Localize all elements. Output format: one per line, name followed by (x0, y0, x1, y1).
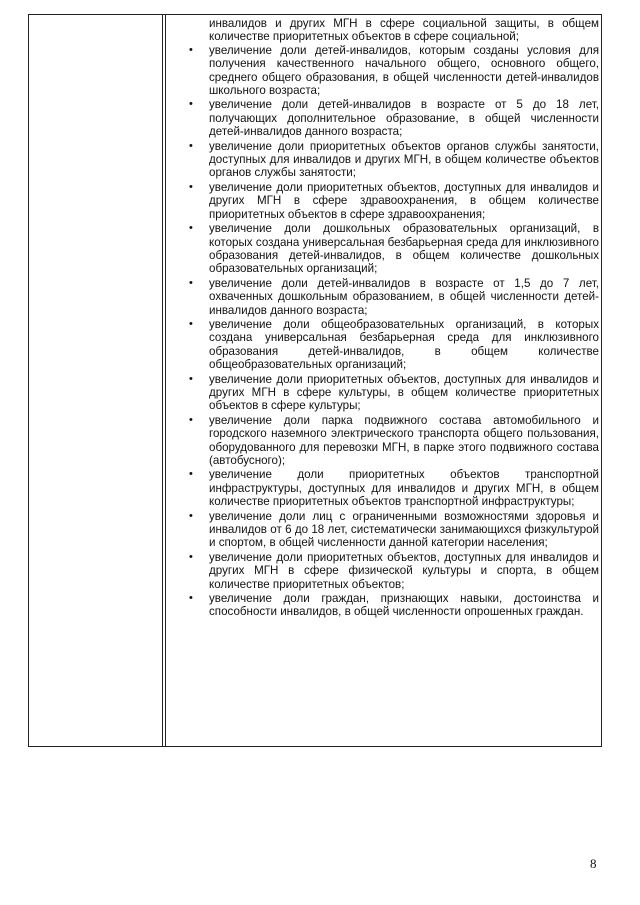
list-item (171, 373, 599, 413)
list-item (171, 277, 599, 317)
table-cell-content (171, 17, 599, 620)
bullet-icon: • (189, 139, 193, 152)
bullet-list (171, 44, 599, 619)
column-divider-double (165, 15, 166, 746)
list-item (171, 468, 599, 508)
bullet-icon: • (189, 509, 193, 522)
list-item (171, 551, 599, 591)
bullet-icon: • (189, 550, 193, 563)
bullet-icon: • (189, 413, 193, 426)
list-item (171, 140, 599, 180)
list-item (171, 222, 599, 276)
bullet-icon: • (189, 468, 193, 481)
bullet-icon: • (189, 180, 193, 193)
list-item-text: увеличение доли детей-инвалидов в возрасте от 5 до 18 лет, получающих дополнительное образование, в общей численности детей-инвалидов данного возраста; (209, 98, 599, 139)
list-item-text: увеличение доли приоритетных объектов, доступных для инвалидов и других МГН в сфере здравоохранения, в общем количестве приоритетных объектов в сфере здравоохранения; (209, 180, 599, 221)
list-item (171, 414, 599, 468)
list-item-text: увеличение доли детей-инвалидов в возрасте от 1,5 до 7 лет, охваченных дошкольным образованием, в общей численности детей-инвалидов данного возраста; (209, 276, 599, 317)
list-item (171, 318, 599, 372)
list-item-text: увеличение доли приоритетных объектов транспортной инфраструктуры, доступных для инвалидов и других МГН, в общем количестве приоритетных объектов транспортной инфраструктуры; (209, 468, 599, 509)
list-item (171, 181, 599, 221)
list-item-text: увеличение доли граждан, признающих навыки, достоинства и способности инвалидов, в общей численности опрошенных граждан. (209, 592, 599, 619)
list-item-text: увеличение доли приоритетных объектов органов службы занятости, доступных для инвалидов и других МГН, в общем количестве объектов органов службы занятости; (209, 139, 599, 180)
list-item (171, 592, 599, 619)
bullet-icon: • (189, 317, 193, 330)
list-item-text: увеличение доли приоритетных объектов, доступных для инвалидов и других МГН в сфере физической культуры и спорта, в общем количестве приоритетных объектов; (209, 550, 599, 591)
column-divider (162, 15, 163, 746)
bullet-icon: • (189, 372, 193, 385)
list-item (171, 510, 599, 550)
document-table (28, 14, 602, 747)
list-item-text: увеличение доли лиц с ограниченными возможностями здоровья и инвалидов от 6 до 18 лет, систематически занимающихся физкультурой и спортом, в общей численности данной категории населения; (209, 509, 599, 550)
list-item-text: увеличение доли общеобразовательных организаций, в которых создана универсальная безбарьерная среда для инклюзивного образования детей-инвалидов, в общем количестве общеобразовательных организаций; (209, 317, 599, 372)
list-item-text: увеличение доли парка подвижного состава автомобильного и городского наземного электрического транспорта общего пользования, оборудованного для перевозки МГН, в парке этого подвижного состава (автобусного); (209, 413, 599, 467)
bullet-icon: • (189, 98, 193, 111)
page-number: 8 (590, 856, 597, 871)
bullet-icon: • (189, 222, 193, 235)
list-item (171, 98, 599, 138)
bullet-icon: • (189, 276, 193, 289)
list-item-text: увеличение доли детей-инвалидов, которым созданы условия для получения качественного начального общего, основного общего, среднего общего образования, в общей численности детей-инвалидов школьного возраста; (209, 43, 599, 98)
bullet-icon: • (189, 592, 193, 605)
continuation-text: инвалидов и других МГН в сфере социальной защиты, в общем количестве приоритетных объектов в сфере социальной; (209, 17, 599, 44)
list-item-text: увеличение доли дошкольных образовательных организаций, в которых создана универсальная безбарьерная среда для инклюзивного образования детей-инвалидов, в общем количестве дошкольных образовательных организаций; (209, 222, 599, 276)
list-item (171, 44, 599, 98)
bullet-icon: • (189, 43, 193, 56)
list-item-text: увеличение доли приоритетных объектов, доступных для инвалидов и других МГН в сфере культуры, в общем количестве приоритетных объектов в сфере культуры; (209, 372, 599, 413)
